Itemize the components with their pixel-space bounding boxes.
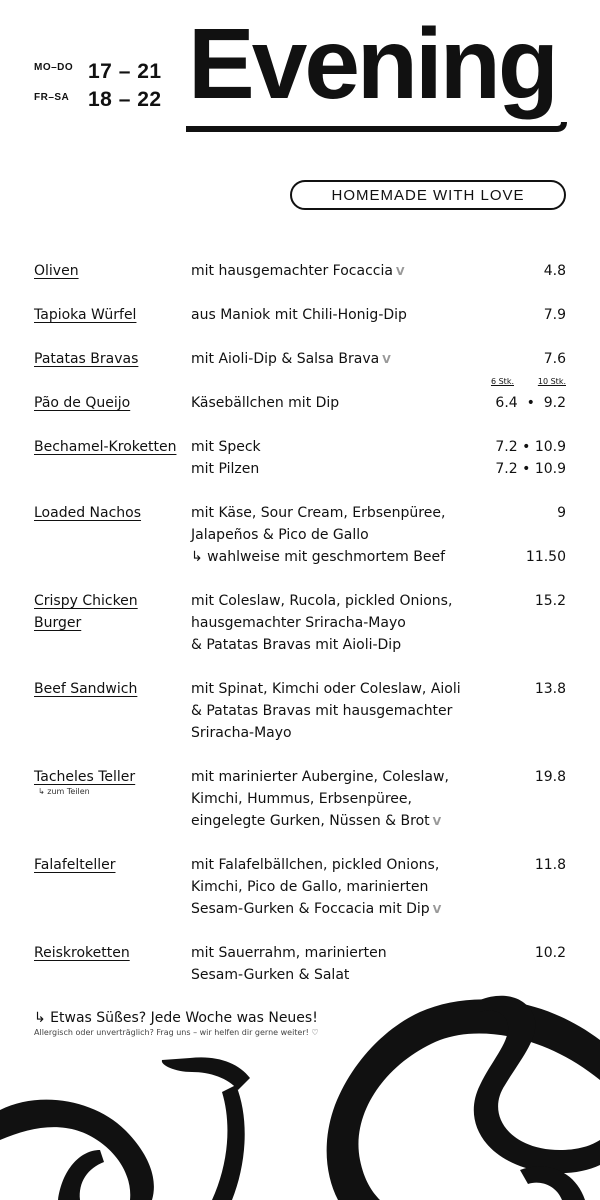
menu-item-desc-tapioka: aus Maniok mit Chili-Honig-Dip [191, 307, 407, 323]
menu-item-name-nachos: Loaded Nachos [34, 505, 142, 521]
vegan-v-icon: V [432, 903, 442, 916]
menu-item-price-beef-sandwich: 13.8 [534, 681, 566, 697]
menu-item-desc-patatas: mit Aioli-Dip & Salsa Brava V [191, 348, 481, 371]
menu-item-price-reiskroketten: 10.2 [534, 945, 566, 961]
menu-item-name-chicken-burger: Crispy Chicken Burger [34, 593, 138, 631]
title-underline [184, 122, 568, 135]
vegan-v-icon: V [395, 265, 405, 278]
menu-item-desc-bechamel: mit Speck mit Pilzen [191, 439, 261, 477]
menu-item-name-tapioka: Tapioka Würfel [34, 307, 137, 323]
menu-item-price-bechamel: 7.2 • 10.9 7.2 • 10.9 [495, 439, 566, 477]
menu-item-desc-chicken-burger: mit Coleslaw, Rucola, pickled Onions, hausgemachter Sriracha-Mayo & Patatas Bravas mit Aioli-Dip [191, 593, 453, 653]
hours-days-weekday: MO–DO [34, 62, 74, 73]
hours-days-weekend: FR–SA [34, 92, 70, 103]
menu-item-price-tacheles: 19.8 [534, 769, 566, 785]
menu-item-name-reiskroketten: Reiskroketten [34, 945, 130, 961]
hours-time-weekend: 18 – 22 [88, 88, 162, 111]
tagline-badge: HOMEMADE WITH LOVE [290, 180, 566, 210]
menu-item-desc-reiskroketten: mit Sauerrahm, marinierten Sesam-Gurken & Salat [191, 945, 387, 983]
hours-time-weekday: 17 – 21 [88, 60, 162, 83]
dessert-note: ↳ Etwas Süßes? Jede Woche was Neues! [34, 1010, 318, 1026]
menu-item-desc-nachos: mit Käse, Sour Cream, Erbsenpüree, Jalapeños & Pico de Gallo ↳ wahlweise mit geschmortem Beef [191, 505, 446, 565]
menu-item-price-nachos-beef: 11.50 [525, 549, 566, 565]
menu-item-price-pao: 6.4 • 9.2 [495, 395, 566, 411]
menu-item-name-oliven: Oliven [34, 263, 79, 279]
menu-item-desc-beef-sandwich: mit Spinat, Kimchi oder Coleslaw, Aioli & Patatas Bravas mit hausgemachter Sriracha-Mayo [191, 681, 461, 741]
size-label-10: 10 Stk. [537, 377, 566, 386]
menu-item-name-bechamel: Bechamel-Kroketten [34, 439, 177, 455]
menu-item-desc-falafel: mit Falafelbällchen, pickled Onions, Kimchi, Pico de Gallo, marinierten Sesam-Gurken & Foccacia mit Dip V [191, 854, 481, 921]
vegan-v-icon: V [432, 815, 442, 828]
vegan-v-icon: V [382, 353, 391, 366]
menu-item-note-tacheles: ↳ zum Teilen [38, 787, 90, 796]
menu-item-name-falafel: Falafelteller [34, 857, 116, 873]
menu-item-price-falafel: 11.8 [534, 857, 566, 873]
menu-item-price-patatas: 7.6 [543, 351, 566, 367]
menu-item-price-oliven: 4.8 [543, 263, 566, 279]
menu-item-price-tapioka: 7.9 [543, 307, 566, 323]
menu-item-desc-pao: Käsebällchen mit Dip [191, 395, 340, 411]
page-title: Evening [188, 8, 556, 120]
menu-item-desc-tacheles: mit marinierter Aubergine, Coleslaw, Kimchi, Hummus, Erbsenpüree, eingelegte Gurken, Nüssen & Brot V [191, 766, 481, 833]
menu-item-name-pao: Pão de Queijo [34, 395, 131, 411]
menu-item-price-chicken-burger: 15.2 [534, 593, 566, 609]
menu-item-desc-oliven: mit hausgemachter Focaccia V [191, 260, 481, 283]
menu-item-price-nachos: 9 [557, 505, 566, 521]
menu-item-name-patatas: Patatas Bravas [34, 351, 139, 367]
size-label-6: 6 Stk. [490, 377, 514, 386]
menu-item-name-beef-sandwich: Beef Sandwich [34, 681, 138, 697]
menu-item-name-tacheles: Tacheles Teller [34, 769, 136, 785]
allergy-note: Allergisch oder unverträglich? Frag uns – wir helfen dir gerne weiter! ♡ [34, 1028, 319, 1037]
